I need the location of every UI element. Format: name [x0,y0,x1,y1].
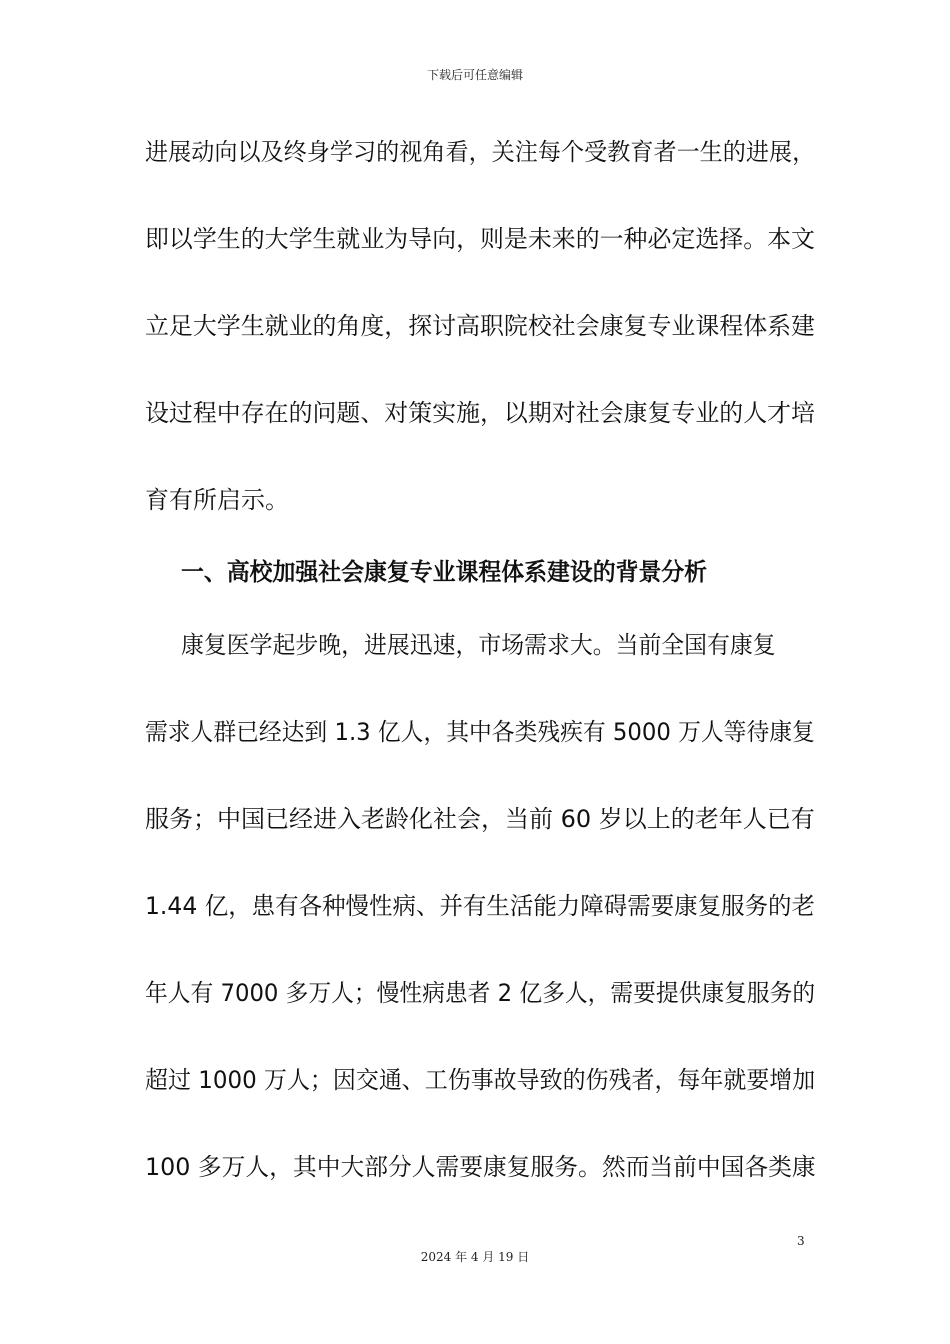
page-footer-date: 2024 年 4 月 19 日 [420,1250,530,1264]
paragraph-line: 100 多万人，其中大部分人需要康复服务。然而当前中国各类康 [145,1153,816,1181]
page-header: 下载后可任意编辑 [426,68,523,82]
paragraph-line: 服务；中国已经进入老龄化社会，当前 60 岁以上的老年人已有 [145,805,815,833]
section-heading: 一、高校加强社会康复专业课程体系建设的背景分析 [181,558,708,586]
page-number: 3 [797,1234,805,1248]
paragraph-line: 设过程中存在的问题、对策实施，以期对社会康复专业的人才培 [145,399,815,427]
paragraph-line: 超过 1000 万人；因交通、工伤事故导致的伤残者，每年就要增加 [145,1066,816,1094]
paragraph-line: 进展动向以及终身学习的视角看，关注每个受教育者一生的进展， [145,138,816,166]
paragraph-line: 康复医学起步晚，进展迅速，市场需求大。当前全国有康复 [181,631,776,659]
paragraph-line: 需求人群已经达到 1.3 亿人，其中各类残疾有 5000 万人等待康复 [145,718,815,746]
paragraph-line: 立足大学生就业的角度，探讨高职院校社会康复专业课程体系建 [145,312,815,340]
paragraph-line: 年人有 7000 多万人；慢性病患者 2 亿多人，需要提供康复服务的 [145,979,816,1007]
paragraph-line: 1.44 亿，患有各种慢性病、并有生活能力障碍需要康复服务的老 [145,892,816,920]
paragraph-line: 即以学生的大学生就业为导向，则是未来的一种必定选择。本文 [145,225,815,253]
paragraph-line: 育有所启示。 [145,486,289,514]
